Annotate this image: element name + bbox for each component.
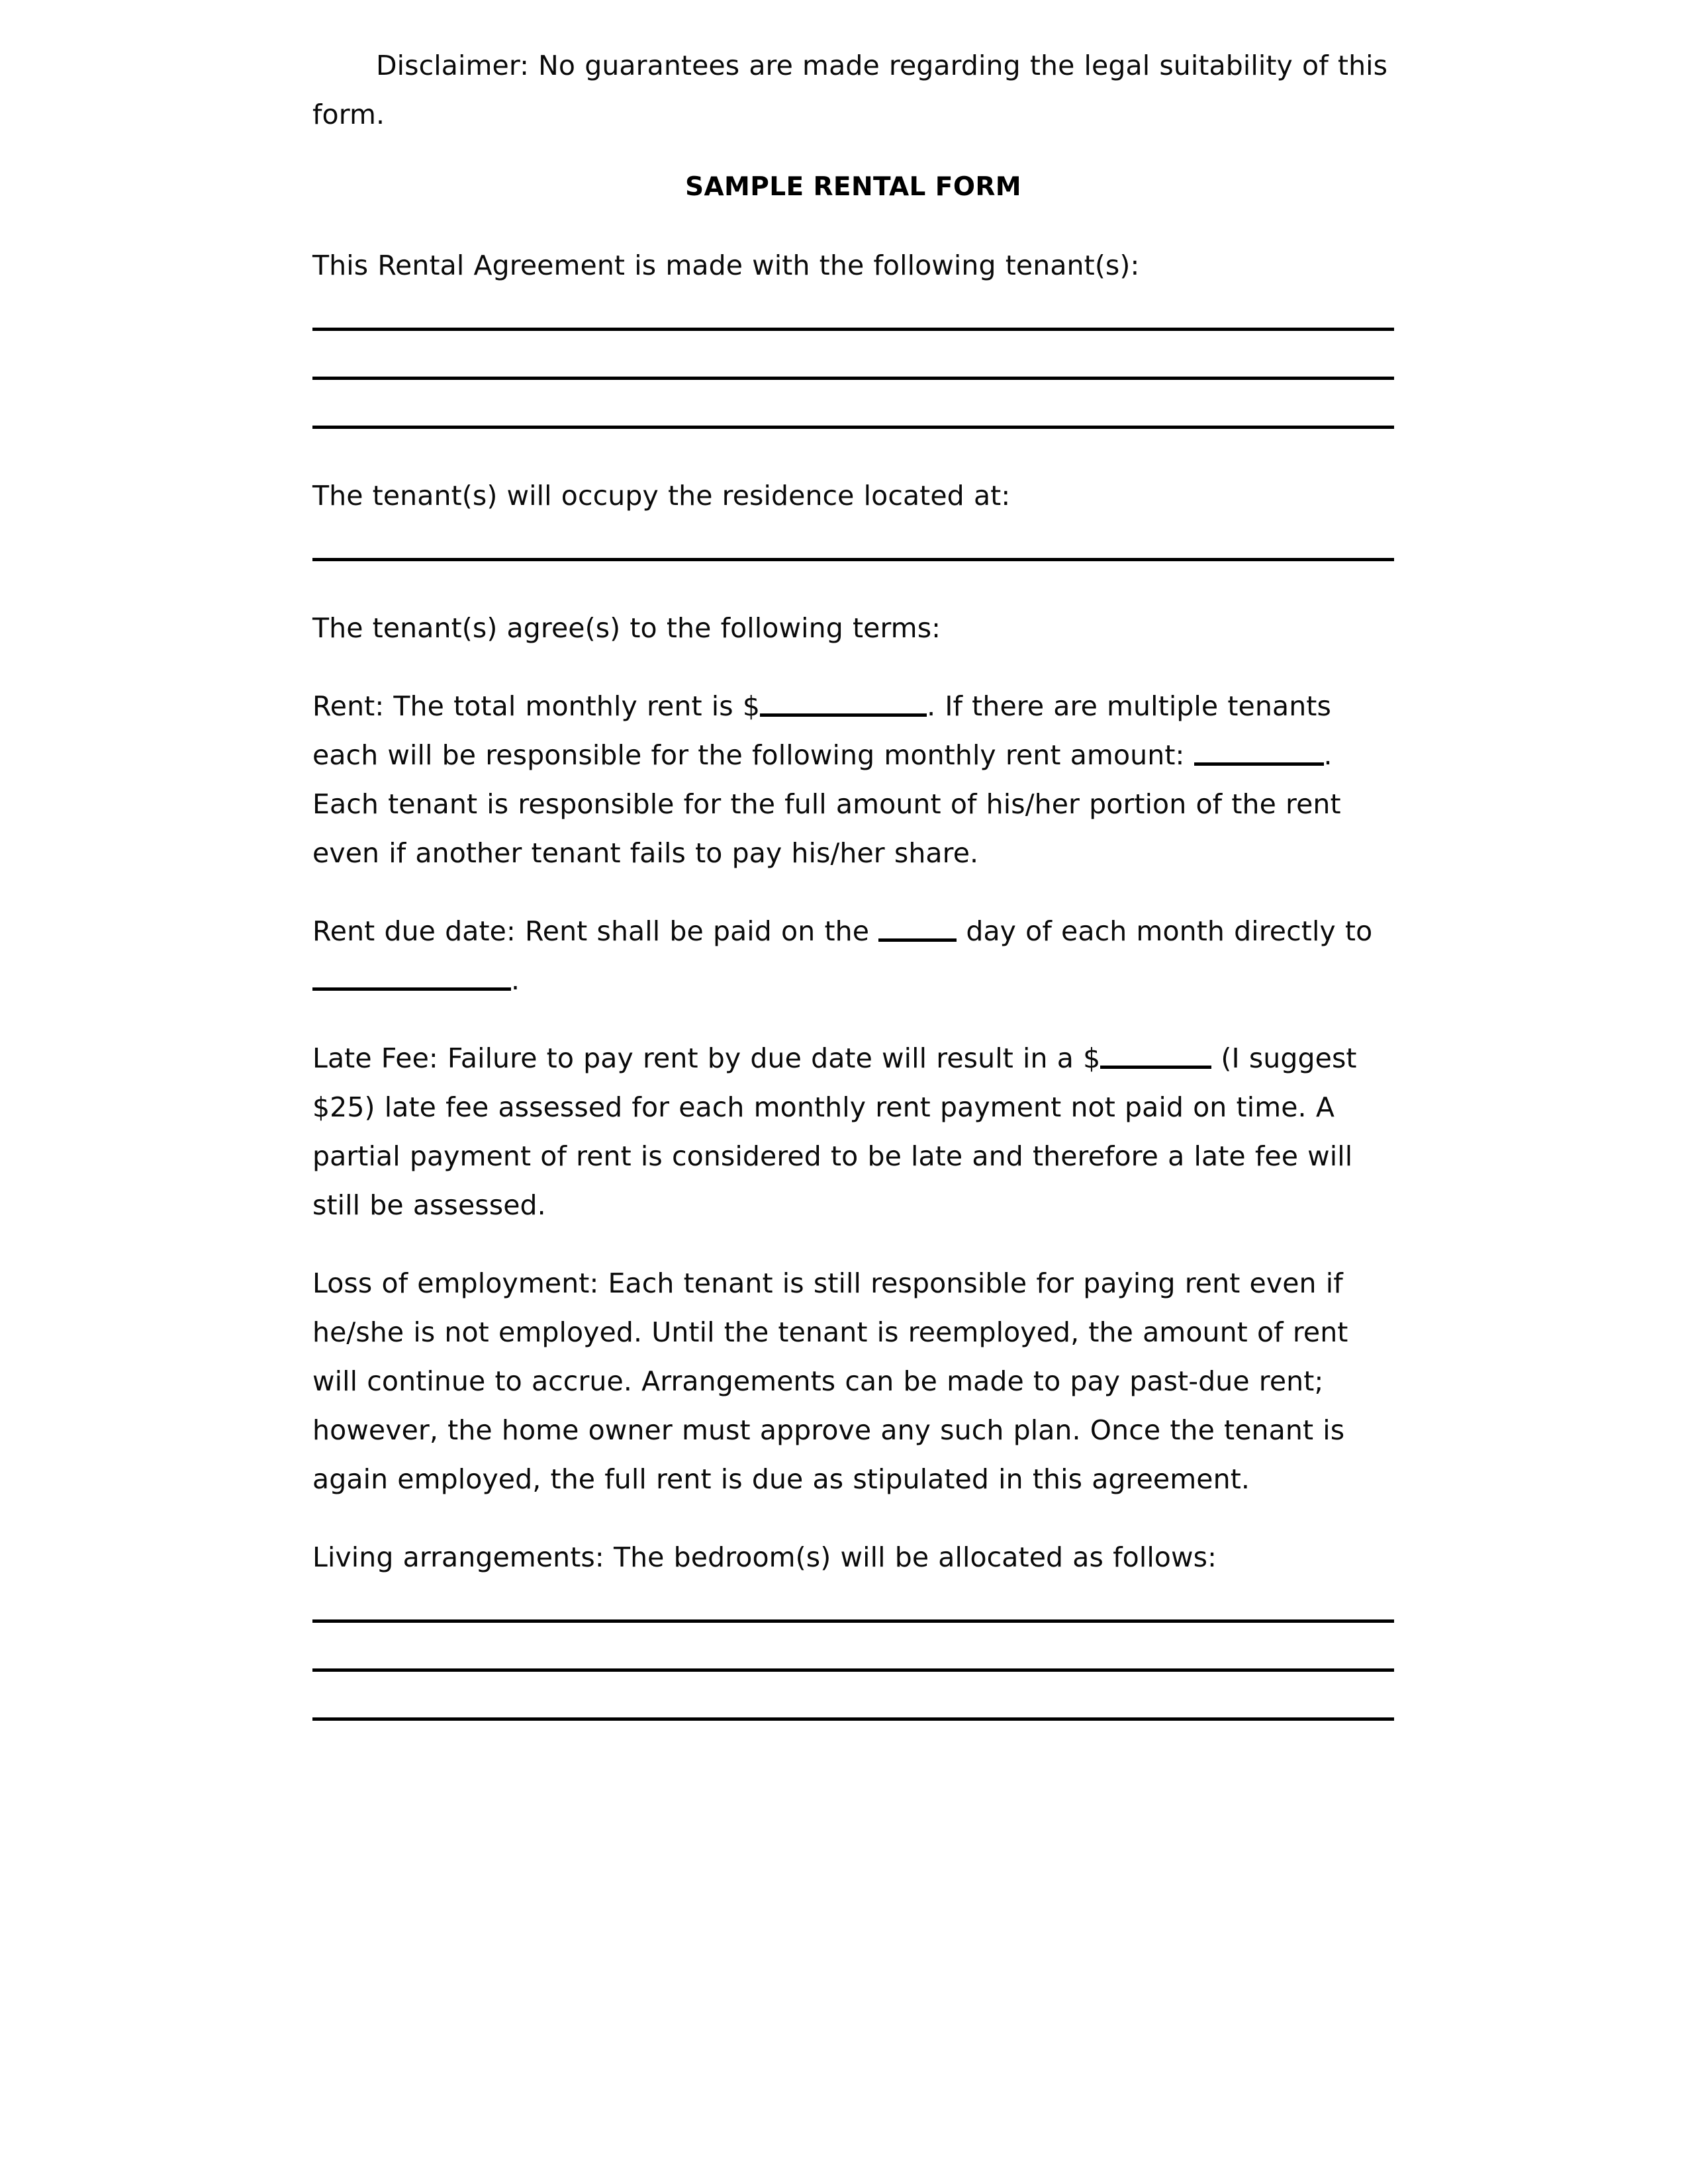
blank-line[interactable] [312,1582,1394,1631]
rent-due-text-part-2: day of each month directly to [957,915,1373,947]
spacer [312,1005,1394,1034]
per-tenant-rent-blank[interactable] [1194,737,1324,764]
residence-intro-text: The tenant(s) will occupy the residence located at: [312,480,1011,512]
spacer [312,1504,1394,1533]
payee-blank[interactable] [312,962,511,989]
blank-line[interactable] [312,290,1394,339]
tenants-intro-text: This Rental Agreement is made with the following tenant(s): [312,250,1140,281]
blank-line[interactable] [312,520,1394,569]
due-day-blank[interactable] [878,913,957,940]
loss-of-employment-paragraph: Loss of employment: Each tenant is still responsible for paying rent even if he/she is not employed. Until the tenant is reemployed, the amount of rent will continue to accrue. Arrangements can be made to pay past-due rent; however, the home owner must approve any such plan. Once the tenant is again employed, the full rent is due as stipulated in this agreement. [312,1267,1348,1495]
page-title: SAMPLE RENTAL FORM [684,172,1022,202]
residence-address-blank-lines [312,520,1394,569]
spacer [312,653,1394,682]
late-fee-text-part-1: Late Fee: Failure to pay rent by due date will result in a $ [312,1042,1101,1074]
terms-intro-text: The tenant(s) agree(s) to the following terms: [312,612,941,644]
rent-amount-blank[interactable] [760,688,927,715]
disclaimer-text: Disclaimer: No guarantees are made regarding the legal suitability of this form. [312,50,1388,130]
rent-paragraph [312,682,1394,878]
rent-text-part-3: . Each tenant is responsible for the full amount of his/her portion of the rent even if another tenant fails to pay his/her share. [312,739,1341,869]
late-fee-text-part-2: (I suggest $25) late fee assessed for each monthly rent payment not paid on time. A partial payment of rent is considered to be late and therefore a late fee will still be assessed. [312,1042,1357,1221]
blank-line[interactable] [312,339,1394,388]
rent-due-date-paragraph [312,907,1394,1005]
blank-line[interactable] [312,1631,1394,1680]
rent-due-text-part-3: . [511,964,520,996]
spacer [312,1230,1394,1259]
spacer [312,212,1394,241]
bedroom-allocation-blank-lines [312,1582,1394,1729]
rent-due-text-part-1: Rent due date: Rent shall be paid on the [312,915,879,947]
spacer [312,569,1394,604]
rent-text-part-2: . If there are multiple tenants each will be responsible for the following monthly rent amount: [312,690,1331,771]
blank-line[interactable] [312,1680,1394,1729]
spacer [312,878,1394,907]
spacer [312,139,1394,163]
rent-text-part-1: Rent: The total monthly rent is $ [312,690,761,722]
tenant-names-blank-lines [312,290,1394,437]
living-arrangements-text: Living arrangements: The bedroom(s) will be allocated as follows: [312,1541,1217,1573]
late-fee-paragraph [312,1034,1394,1230]
blank-line[interactable] [312,388,1394,437]
late-fee-amount-blank[interactable] [1100,1040,1211,1068]
document-body [312,41,1394,1729]
spacer [312,437,1394,471]
